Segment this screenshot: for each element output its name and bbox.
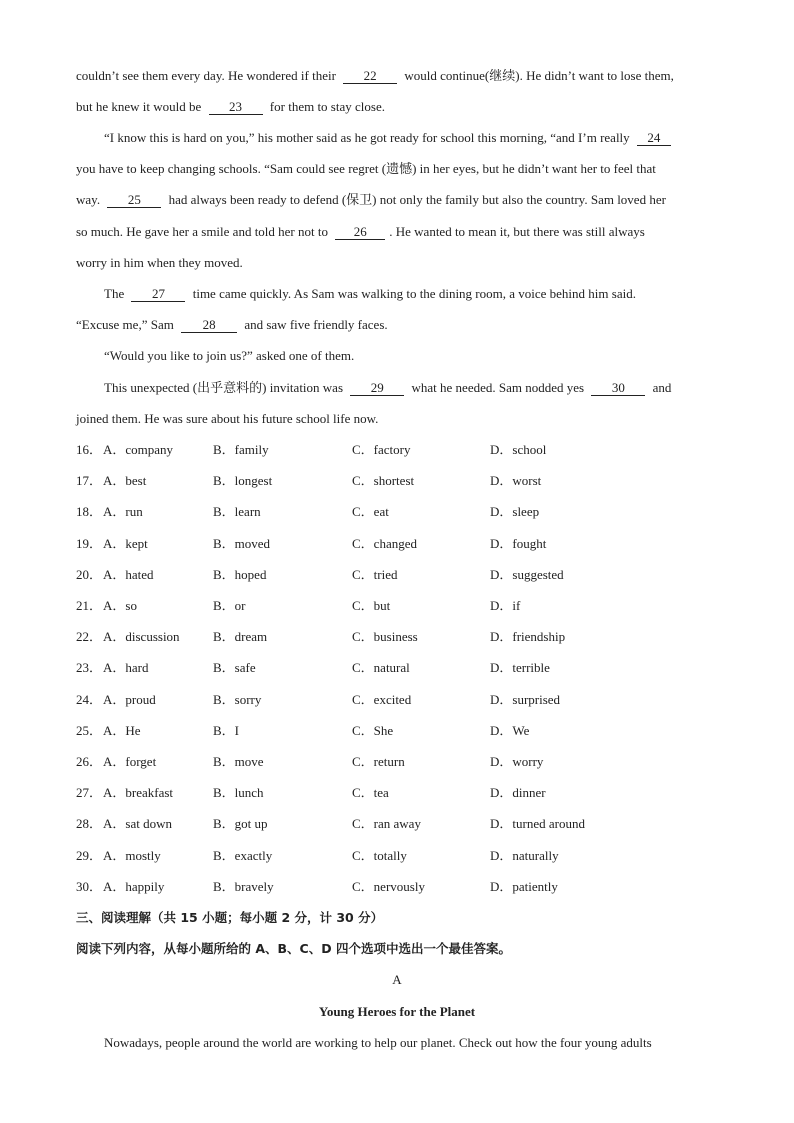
passage-text: . He wanted to mean it, but there was still always bbox=[389, 224, 645, 239]
passage-text: and bbox=[652, 380, 672, 395]
question-number: 20． bbox=[76, 567, 103, 582]
option-d: D．surprised bbox=[490, 692, 561, 707]
passage-text: what he needed. Sam nodded yes bbox=[411, 380, 585, 395]
passage-text: worry in him when they moved. bbox=[76, 255, 243, 270]
passage-line-7 bbox=[76, 254, 243, 272]
question-number: 30． bbox=[76, 879, 103, 894]
passage-text: but he knew it would be bbox=[76, 99, 202, 114]
option-d: D．naturally bbox=[490, 848, 559, 863]
option-c: C．shortest bbox=[352, 473, 415, 488]
passage-text: “Would you like to join us?” asked one of them. bbox=[104, 348, 355, 363]
option-b: B．I bbox=[213, 723, 240, 738]
option-c: C．ran away bbox=[352, 816, 421, 831]
option-a: A．run bbox=[103, 504, 143, 519]
option-a: A．happily bbox=[103, 879, 165, 894]
passage-text: so much. He gave her a smile and told her not to bbox=[76, 224, 328, 239]
option-d: D．We bbox=[490, 723, 530, 738]
option-b: B．learn bbox=[213, 504, 261, 519]
question-19 bbox=[76, 535, 718, 553]
option-a: A．breakfast bbox=[103, 785, 174, 800]
question-number: 28． bbox=[76, 816, 103, 831]
passage-line-3 bbox=[104, 129, 675, 147]
question-number: 19． bbox=[76, 536, 103, 551]
passage-line-2 bbox=[76, 98, 385, 116]
option-b: B．hoped bbox=[213, 567, 267, 582]
passage-text: “Excuse me,” Sam bbox=[76, 317, 174, 332]
option-c: C．changed bbox=[352, 536, 417, 551]
option-d: D．school bbox=[490, 442, 547, 457]
option-d: D．worst bbox=[490, 473, 542, 488]
option-b: B．safe bbox=[213, 660, 256, 675]
question-25 bbox=[76, 722, 718, 740]
blank-24: 24 bbox=[637, 131, 671, 146]
blank-22: 22 bbox=[343, 69, 397, 84]
blank-27: 27 bbox=[131, 287, 185, 302]
option-b: B．or bbox=[213, 598, 246, 613]
passage-text: This unexpected (出乎意料的) invitation was bbox=[104, 380, 344, 395]
option-b: B．got up bbox=[213, 816, 268, 831]
option-a: A．kept bbox=[103, 536, 148, 551]
option-b: B．longest bbox=[213, 473, 273, 488]
option-d: D．friendship bbox=[490, 629, 566, 644]
question-number: 24． bbox=[76, 692, 103, 707]
option-c: C．nervously bbox=[352, 879, 425, 894]
blank-26: 26 bbox=[335, 225, 385, 240]
option-a: A．sat down bbox=[103, 816, 172, 831]
passage-text: would continue(继续). He didn’t want to lose them, bbox=[404, 68, 674, 83]
passage-text: for them to stay close. bbox=[269, 99, 385, 114]
passage-title: Young Heroes for the Planet bbox=[318, 1004, 476, 1019]
question-23 bbox=[76, 659, 718, 677]
question-number: 17． bbox=[76, 473, 103, 488]
option-d: D．terrible bbox=[490, 660, 550, 675]
question-26 bbox=[76, 753, 718, 771]
part-label: A bbox=[392, 972, 402, 987]
option-d: D．turned around bbox=[490, 816, 585, 831]
option-c: C．return bbox=[352, 754, 405, 769]
passage-line-11 bbox=[104, 379, 671, 397]
option-a: A．best bbox=[103, 473, 147, 488]
section-instruction: 阅读下列内容，从每小题所给的 A、B、C、D 四个选项中选出一个最佳答案。 bbox=[76, 941, 511, 956]
passage-text: way. bbox=[76, 192, 101, 207]
question-22 bbox=[76, 628, 718, 646]
question-17 bbox=[76, 472, 718, 490]
question-27 bbox=[76, 784, 718, 802]
question-18 bbox=[76, 503, 718, 521]
question-16 bbox=[76, 441, 718, 459]
option-c: C．but bbox=[352, 598, 391, 613]
question-number: 21． bbox=[76, 598, 103, 613]
option-a: A．company bbox=[103, 442, 174, 457]
blank-25: 25 bbox=[107, 193, 161, 208]
option-b: B．move bbox=[213, 754, 264, 769]
passage-line-6 bbox=[76, 223, 645, 241]
option-c: C．tea bbox=[352, 785, 389, 800]
option-d: D．sleep bbox=[490, 504, 540, 519]
question-number: 29． bbox=[76, 848, 103, 863]
option-a: A．so bbox=[103, 598, 137, 613]
blank-23: 23 bbox=[209, 100, 263, 115]
passage-text: you have to keep changing schools. “Sam could see regret (遗憾) in her eyes, but he didn’t want her to feel that bbox=[76, 161, 656, 176]
option-b: B．family bbox=[213, 442, 269, 457]
option-b: B．dream bbox=[213, 629, 268, 644]
question-number: 22． bbox=[76, 629, 103, 644]
passage-text: and saw five friendly faces. bbox=[244, 317, 388, 332]
question-24 bbox=[76, 691, 718, 709]
blank-28: 28 bbox=[181, 318, 237, 333]
option-b: B．bravely bbox=[213, 879, 274, 894]
question-30 bbox=[76, 878, 718, 896]
option-d: D．fought bbox=[490, 536, 547, 551]
option-d: D．patiently bbox=[490, 879, 558, 894]
option-d: D．worry bbox=[490, 754, 544, 769]
question-number: 27． bbox=[76, 785, 103, 800]
option-a: A．proud bbox=[103, 692, 156, 707]
option-c: C．factory bbox=[352, 442, 411, 457]
option-c: C．business bbox=[352, 629, 418, 644]
question-28 bbox=[76, 815, 718, 833]
blank-29: 29 bbox=[350, 381, 404, 396]
question-29 bbox=[76, 847, 718, 865]
question-number: 25． bbox=[76, 723, 103, 738]
passage-line-4 bbox=[76, 160, 656, 178]
option-c: C．eat bbox=[352, 504, 389, 519]
option-b: B．lunch bbox=[213, 785, 264, 800]
passage-line-1 bbox=[76, 67, 674, 85]
question-number: 16． bbox=[76, 442, 103, 457]
option-c: C．She bbox=[352, 723, 394, 738]
passage-intro: Nowadays, people around the world are working to help our planet. Check out how the four young adults bbox=[104, 1035, 652, 1050]
option-a: A．hated bbox=[103, 567, 154, 582]
option-b: B．moved bbox=[213, 536, 271, 551]
question-number: 18． bbox=[76, 504, 103, 519]
option-b: B．sorry bbox=[213, 692, 262, 707]
question-number: 26． bbox=[76, 754, 103, 769]
passage-text: “I know this is hard on you,” his mother said as he got ready for school this morning, “and I’m really bbox=[104, 130, 630, 145]
option-c: C．natural bbox=[352, 660, 410, 675]
question-21 bbox=[76, 597, 718, 615]
option-d: D．suggested bbox=[490, 567, 564, 582]
option-c: C．excited bbox=[352, 692, 412, 707]
passage-text: had always been ready to defend (保卫) not only the family but also the country. Sam loved her bbox=[168, 192, 666, 207]
blank-30: 30 bbox=[591, 381, 645, 396]
passage-line-12 bbox=[76, 410, 378, 428]
passage-line-10 bbox=[104, 347, 354, 365]
question-20 bbox=[76, 566, 718, 584]
option-d: D．dinner bbox=[490, 785, 546, 800]
passage-text: time came quickly. As Sam was walking to the dining room, a voice behind him said. bbox=[192, 286, 636, 301]
option-a: A．hard bbox=[103, 660, 149, 675]
option-b: B．exactly bbox=[213, 848, 273, 863]
passage-text: joined them. He was sure about his future school life now. bbox=[76, 411, 379, 426]
option-d: D．if bbox=[490, 598, 521, 613]
passage-text: couldn’t see them every day. He wondered if their bbox=[76, 68, 336, 83]
passage-text: The bbox=[104, 286, 125, 301]
option-c: C．tried bbox=[352, 567, 398, 582]
option-a: A．mostly bbox=[103, 848, 161, 863]
passage-line-9 bbox=[76, 316, 388, 334]
question-number: 23． bbox=[76, 660, 103, 675]
option-a: A．forget bbox=[103, 754, 157, 769]
passage-line-5 bbox=[76, 191, 666, 209]
option-a: A．He bbox=[103, 723, 141, 738]
section-heading: 三、阅读理解（共 15 小题；每小题 2 分，计 30 分） bbox=[76, 910, 384, 925]
option-c: C．totally bbox=[352, 848, 407, 863]
passage-line-8 bbox=[104, 285, 636, 303]
option-a: A．discussion bbox=[103, 629, 180, 644]
